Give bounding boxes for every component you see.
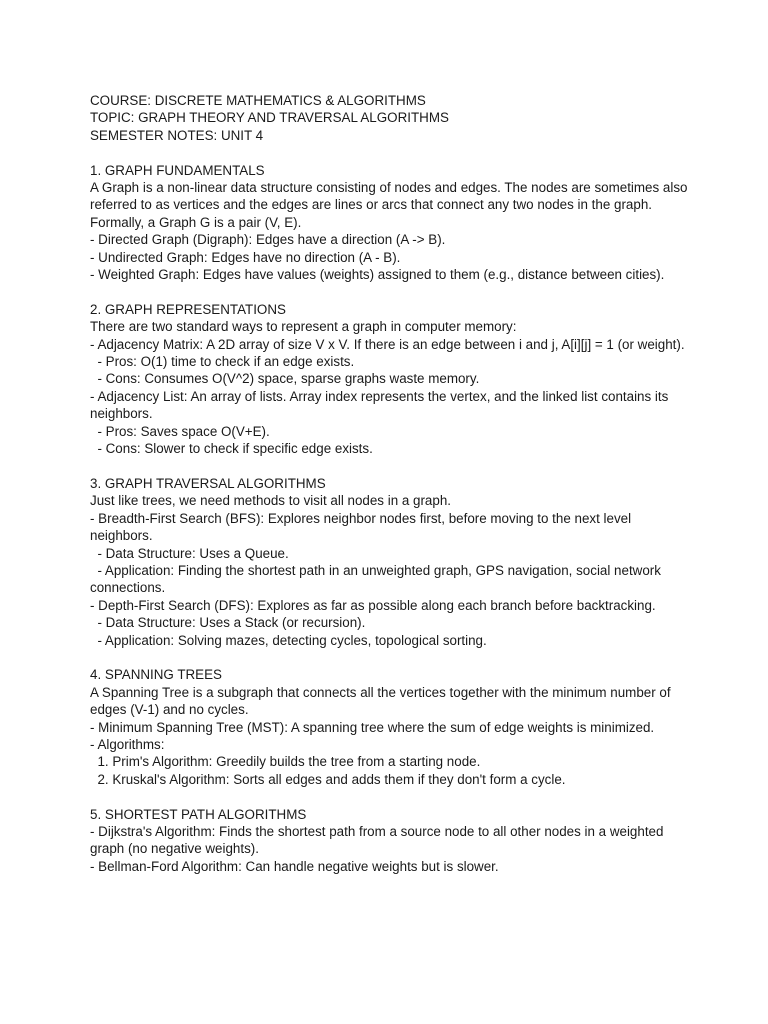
section-graph-representations (90, 301, 690, 458)
section-line: - Pros: O(1) time to check if an edge exists. (90, 354, 355, 370)
section-line: - Pros: Saves space O(V+E). (90, 423, 270, 439)
section-line: There are two standard ways to represent a graph in computer memory: (90, 319, 517, 335)
section-line: 1. Prim's Algorithm: Greedily builds the tree from a starting node. (90, 754, 481, 770)
section-shortest-path (90, 806, 690, 876)
section-line: 2. Kruskal's Algorithm: Sorts all edges and adds them if they don't form a cycle. (90, 771, 566, 787)
section-line: - Adjacency List: An array of lists. Array index represents the vertex, and the linked list contains its neighbors. (90, 388, 673, 422)
section-line: - Dijkstra's Algorithm: Finds the shortest path from a source node to all other nodes in a weighted graph (no negative weights). (90, 823, 668, 857)
section-line: - Cons: Consumes O(V^2) space, sparse graphs waste memory. (90, 371, 480, 387)
section-line: - Cons: Slower to check if specific edge exists. (90, 441, 373, 457)
section-line: - Algorithms: (90, 736, 165, 752)
section-line: - Adjacency Matrix: A 2D array of size V x V. If there is an edge between i and j, A[i][j] = 1 (or weight). (90, 336, 685, 352)
section-line: - Application: Finding the shortest path in an unweighted graph, GPS navigation, social network connections. (90, 562, 665, 596)
section-line: A Graph is a non-linear data structure consisting of nodes and edges. The nodes are sometimes also referred to as vertices and the edges are lines or arcs that connect any two nodes in the graph. Formally, a Graph G is a pair (V, E). (90, 180, 692, 230)
section-line: - Data Structure: Uses a Stack (or recursion). (90, 615, 366, 631)
section-line: - Minimum Spanning Tree (MST): A spanning tree where the sum of edge weights is minimized. (90, 719, 655, 735)
section-line: - Undirected Graph: Edges have no direction (A - B). (90, 249, 401, 265)
semester-line: SEMESTER NOTES: UNIT 4 (90, 127, 264, 143)
section-line: - Directed Graph (Digraph): Edges have a direction (A -> B). (90, 232, 446, 248)
section-line: - Bellman-Ford Algorithm: Can handle negative weights but is slower. (90, 858, 499, 874)
section-line: - Data Structure: Uses a Queue. (90, 545, 289, 561)
topic-line: TOPIC: GRAPH THEORY AND TRAVERSAL ALGORITHMS (90, 110, 449, 126)
section-heading: 3. GRAPH TRAVERSAL ALGORITHMS (90, 475, 326, 491)
section-line: - Application: Solving mazes, detecting cycles, topological sorting. (90, 632, 487, 648)
section-line: A Spanning Tree is a subgraph that connects all the vertices together with the minimum number of edges (V-1) and no cycles. (90, 684, 675, 718)
section-spanning-trees (90, 666, 690, 788)
section-line: - Depth-First Search (DFS): Explores as far as possible along each branch before backtracking. (90, 597, 656, 613)
section-heading: 2. GRAPH REPRESENTATIONS (90, 301, 286, 317)
section-heading: 5. SHORTEST PATH ALGORITHMS (90, 806, 307, 822)
section-heading: 4. SPANNING TREES (90, 667, 222, 683)
section-line: Just like trees, we need methods to visit all nodes in a graph. (90, 493, 451, 509)
document-body (90, 92, 690, 875)
section-graph-fundamentals (90, 162, 690, 284)
section-line: - Weighted Graph: Edges have values (weights) assigned to them (e.g., distance between cities). (90, 267, 665, 283)
course-line: COURSE: DISCRETE MATHEMATICS & ALGORITHMS (90, 93, 426, 108)
section-graph-traversal (90, 475, 690, 649)
section-heading: 1. GRAPH FUNDAMENTALS (90, 162, 265, 178)
section-line: - Breadth-First Search (BFS): Explores neighbor nodes first, before moving to the next level neighbors. (90, 510, 635, 544)
